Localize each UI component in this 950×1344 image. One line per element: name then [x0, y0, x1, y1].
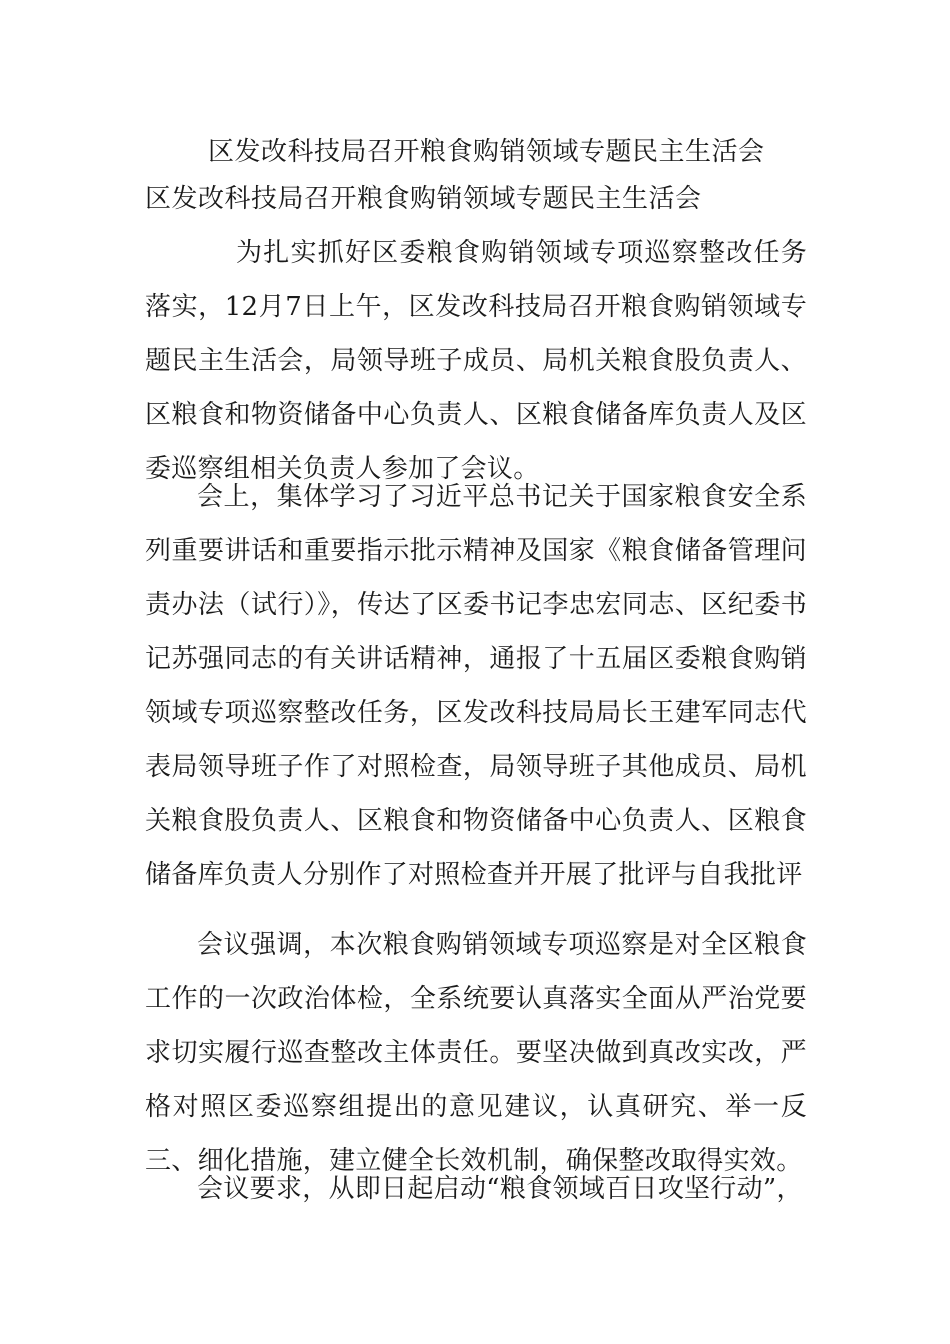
paragraph-meeting-requirement: 会议要求，从即日起启动“粮食领域百日攻坚行动”，	[197, 1174, 803, 1204]
paragraph-intro: 为扎实抓好区委粮食购销领域专项巡察整改任务落实，12月7日上午，区发改科技局召开粮食购销领域专题民主生活会，局领导班子成员、局机关粮食股负责人、区粮食和物资储备中心负责人、区粮食储备库负责人及区委巡察组相关负责人参加了会议。	[145, 238, 807, 484]
paragraph-meeting-emphasis: 会议强调，本次粮食购销领域专项巡察是对全区粮食工作的一次政治体检，全系统要认真落实全面从严治党要求切实履行巡查整改主体责任。要坚决做到真改实改，严格对照区委巡察组提出的意见建议，认真研究、举一反三、细化措施，建立健全长效机制，确保整改取得实效。	[145, 930, 807, 1176]
document-title: 区发改科技局召开粮食购销领域专题民主生活会	[208, 137, 765, 167]
paragraph-meeting-content: 会上，集体学习了习近平总书记关于国家粮食安全系列重要讲话和重要指示批示精神及国家《粮食储备管理问责办法（试行）》，传达了区委书记李忠宏同志、区纪委书记苏强同志的有关讲话精神，通报了十五届区委粮食购销领域专项巡察整改任务，区发改科技局局长王建军同志代表局领导班子作了对照检查，局领导班子其他成员、局机关粮食股负责人、区粮食和物资储备中心负责人、区粮食储备库负责人分别作了对照检查并开展了批评与自我批评	[145, 482, 807, 890]
document-title-repeat: 区发改科技局召开粮食购销领域专题民主生活会	[145, 184, 702, 214]
